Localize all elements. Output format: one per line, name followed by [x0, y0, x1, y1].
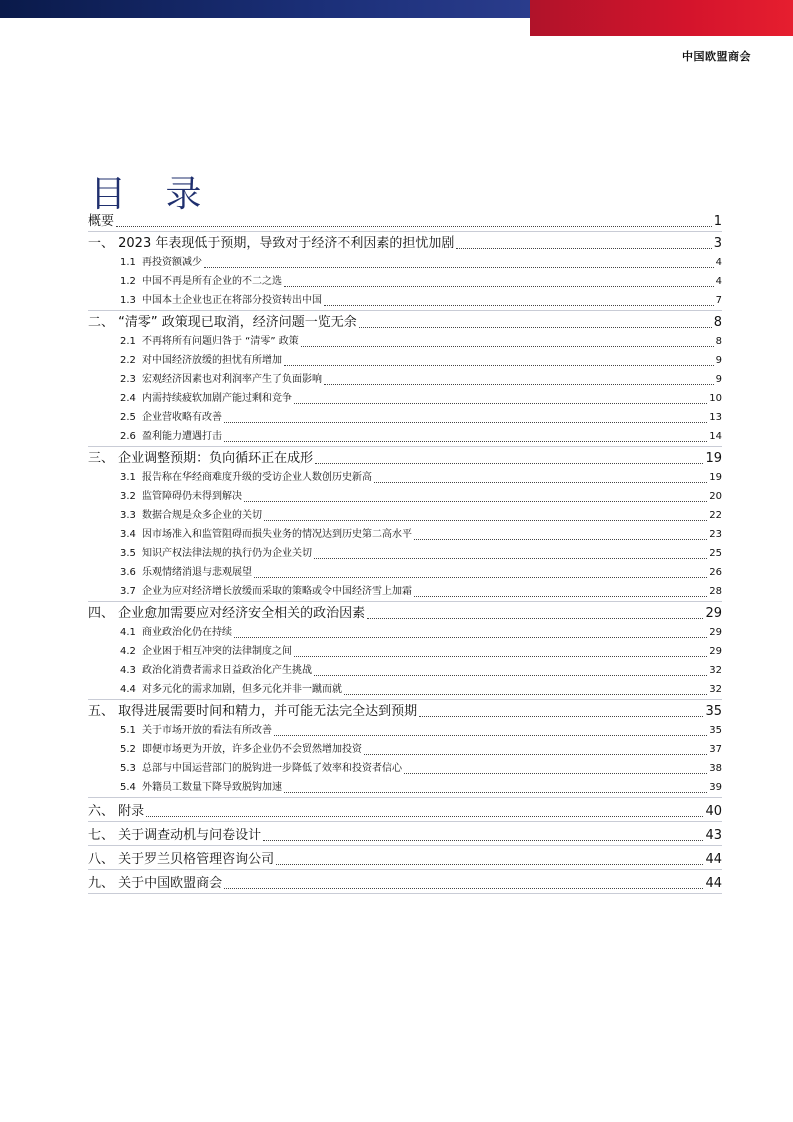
dot-leader	[284, 365, 714, 366]
dot-leader	[419, 716, 703, 717]
dot-leader	[284, 792, 707, 793]
dot-leader	[294, 656, 707, 657]
dot-leader	[204, 267, 714, 268]
toc-section-1[interactable]: 一、 2023 年表现低于预期，导致对于经济不利因素的担忧加剧 3	[88, 236, 722, 251]
toc-item-3-5[interactable]: 3.5 知识产权法律法规的执行仍为企业关切 25	[120, 548, 722, 559]
header-org-name: 中国欧盟商会	[682, 50, 751, 63]
dot-leader	[359, 327, 712, 328]
dot-leader	[315, 463, 703, 464]
dot-leader	[116, 226, 712, 227]
dot-leader	[367, 618, 703, 619]
toc-item-5-2[interactable]: 5.2 即便市场更为开放，许多企业仍不会贸然增加投资 37	[120, 744, 722, 755]
toc-section-3[interactable]: 三、 企业调整预期：负向循环正在成形 19	[88, 451, 722, 466]
dot-leader	[324, 384, 714, 385]
toc-section-8[interactable]: 八、 关于罗兰贝格管理咨询公司 44	[88, 852, 722, 867]
toc-item-3-4[interactable]: 3.4 因市场准入和监管阻碍而损失业务的情况达到历史第二高水平 23	[120, 529, 722, 540]
toc-item-2-6[interactable]: 2.6 盈利能力遭遇打击 14	[120, 431, 722, 442]
dot-leader	[404, 773, 707, 774]
dot-leader	[224, 888, 703, 889]
dot-leader	[224, 422, 707, 423]
toc-item-3-3[interactable]: 3.3 数据合规是众多企业的关切 22	[120, 510, 722, 521]
toc-section-4[interactable]: 四、 企业愈加需要应对经济安全相关的政治因素 29	[88, 606, 722, 621]
toc-item-5-1[interactable]: 5.1 关于市场开放的看法有所改善 35	[120, 725, 722, 736]
dot-leader	[276, 864, 703, 865]
dot-leader	[294, 403, 707, 404]
toc-item-4-2[interactable]: 4.2 企业困于相互冲突的法律制度之间 29	[120, 646, 722, 657]
toc-section-2[interactable]: 二、 “清零” 政策现已取消，经济问题一览无余 8	[88, 315, 722, 330]
dot-leader	[234, 637, 707, 638]
dot-leader	[264, 520, 707, 521]
dot-leader	[374, 482, 707, 483]
toc-item-2-1[interactable]: 2.1 不再将所有问题归咎于 “清零” 政策 8	[120, 336, 722, 347]
toc-item-2-2[interactable]: 2.2 对中国经济放缓的担忧有所增加 9	[120, 355, 722, 366]
dot-leader	[414, 596, 707, 597]
toc-section-6[interactable]: 六、 附录 40	[88, 804, 722, 819]
dot-leader	[301, 346, 714, 347]
toc-item-4-3[interactable]: 4.3 政治化消费者需求日益政治化产生挑战 32	[120, 665, 722, 676]
toc-item-5-3[interactable]: 5.3 总部与中国运营部门的脱钩进一步降低了效率和投资者信心 38	[120, 763, 722, 774]
divider	[88, 893, 722, 894]
toc-item-3-2[interactable]: 3.2 监管障碍仍未得到解决 20	[120, 491, 722, 502]
table-of-contents	[88, 212, 722, 894]
toc-item-4-1[interactable]: 4.1 商业政治化仍在持续 29	[120, 627, 722, 638]
page-title: 目 录	[90, 174, 216, 216]
toc-section-5[interactable]: 五、 取得进展需要时间和精力，并可能无法完全达到预期 35	[88, 704, 722, 719]
toc-item-1-1[interactable]: 1.1 再投资额减少 4	[120, 257, 722, 268]
dot-leader	[314, 675, 707, 676]
dot-leader	[146, 816, 703, 817]
toc-section-7[interactable]: 七、 关于调查动机与问卷设计 43	[88, 828, 722, 843]
toc-item-3-7[interactable]: 3.7 企业为应对经济增长放缓而采取的策略或令中国经济雪上加霜 28	[120, 586, 722, 597]
dot-leader	[224, 441, 707, 442]
dot-leader	[284, 286, 714, 287]
toc-item-2-5[interactable]: 2.5 企业营收略有改善 13	[120, 412, 722, 423]
toc-item-3-6[interactable]: 3.6 乐观情绪消退与悲观展望 26	[120, 567, 722, 578]
dot-leader	[456, 248, 711, 249]
dot-leader	[414, 539, 707, 540]
dot-leader	[254, 577, 707, 578]
dot-leader	[344, 694, 707, 695]
header-band-navy	[0, 0, 530, 18]
toc-section-9[interactable]: 九、 关于中国欧盟商会 44	[88, 876, 722, 891]
dot-leader	[364, 754, 707, 755]
header-band-red	[530, 0, 793, 36]
dot-leader	[263, 840, 703, 841]
toc-item-5-4[interactable]: 5.4 外籍员工数量下降导致脱钩加速 39	[120, 782, 722, 793]
dot-leader	[314, 558, 707, 559]
dot-leader	[324, 305, 714, 306]
dot-leader	[274, 735, 707, 736]
toc-entry-overview[interactable]: 概要 1	[88, 214, 722, 229]
toc-item-1-2[interactable]: 1.2 中国不再是所有企业的不二之选 4	[120, 276, 722, 287]
toc-item-2-4[interactable]: 2.4 内需持续疲软加剧产能过剩和竞争 10	[120, 393, 722, 404]
dot-leader	[244, 501, 707, 502]
toc-item-3-1[interactable]: 3.1 报告称在华经商难度升级的受访企业人数创历史新高 19	[120, 472, 722, 483]
toc-item-2-3[interactable]: 2.3 宏观经济因素也对利润率产生了负面影响 9	[120, 374, 722, 385]
toc-item-4-4[interactable]: 4.4 对多元化的需求加剧，但多元化并非一蹴而就 32	[120, 684, 722, 695]
toc-item-1-3[interactable]: 1.3 中国本土企业也正在将部分投资转出中国 7	[120, 295, 722, 306]
